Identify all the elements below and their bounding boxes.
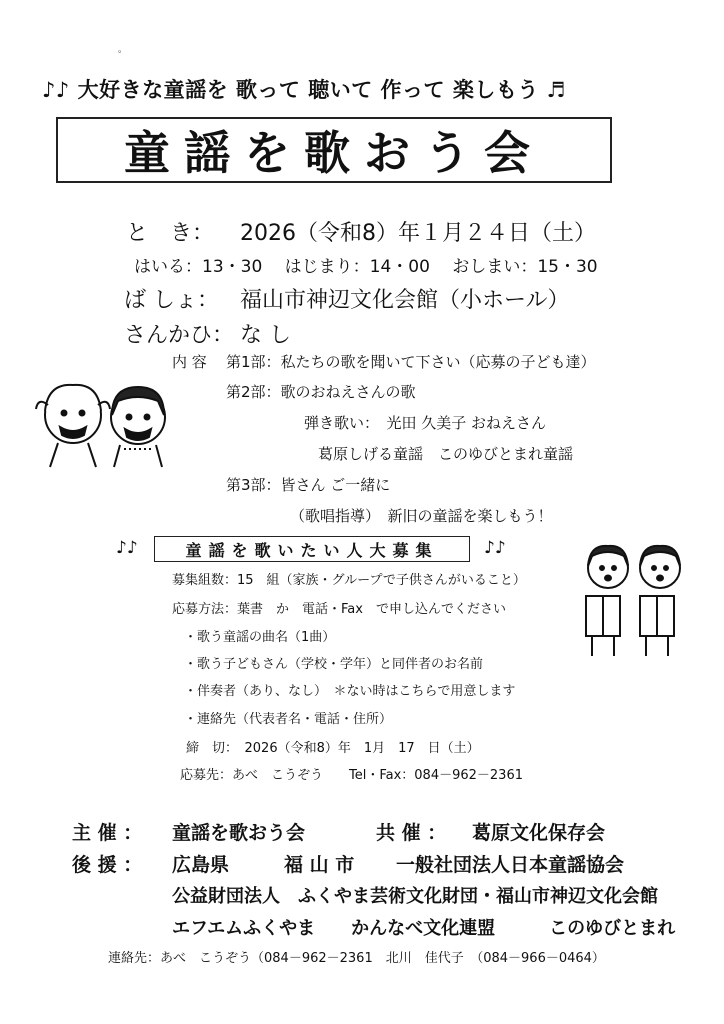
- recruit-deadline: 締 切： 2026（令和8）年 1月 17 日（土）: [186, 741, 480, 756]
- page-title: 童謡を歌おう会: [124, 126, 544, 180]
- recruit-method: 応募方法：葉書 か 電話・Fax で申し込んでください: [172, 602, 506, 617]
- support-2: 福 山 市: [284, 854, 355, 876]
- date-value: 2026（令和8）年１月２４日（土）: [240, 221, 596, 246]
- times: はいる：13・30 はじまり：14・00 おしまい：15・30: [134, 257, 598, 277]
- recruit-groups: 募集組数：15 組（家族・グループで子供さんがいること）: [172, 573, 526, 588]
- notes-right: ♪♪: [484, 538, 506, 558]
- place-label: ば しょ：: [124, 288, 219, 313]
- program-part1: 第1部：私たちの歌を聞いて下さい（応募の子ども達）: [226, 353, 596, 371]
- recruit-item3: ・伴奏者（あり、なし） ＊ない時はこちらで用意します: [184, 684, 516, 699]
- support-line-2: 公益財団法人 ふくやま芸術文化財団・福山市神辺文化会館: [172, 886, 658, 907]
- recruit-title-box: [154, 536, 470, 562]
- singing-children-illustration: [580, 538, 690, 663]
- support-line-3: エフエムふくやま かんなべ文化連盟 このゆびとまれ: [172, 918, 676, 939]
- program-part3: 第3部：皆さん ご一緒に: [226, 476, 391, 494]
- footer-contacts: 連絡先：あべ こうぞう（084－962－2361 北川 佳代子 （084－966－0464）: [108, 951, 605, 966]
- program-part2: 第2部：歌のおねえさんの歌: [226, 383, 416, 401]
- subtitle: ♪♪ 大好きな童謡を 歌って 聴いて 作って 楽しもう ♬: [42, 78, 566, 102]
- host-value: 童謡を歌おう会: [172, 822, 306, 844]
- program-part2-line1: 弾き歌い： 光田 久美子 おねえさん: [304, 414, 547, 432]
- recruit-item1: ・歌う童謡の曲名（1曲）: [184, 630, 336, 645]
- program-part3-line1: （歌唱指導） 新旧の童謡を楽しもう！: [290, 507, 553, 525]
- recruit-contact: 応募先：あべ こうぞう Tel・Fax：084－962－2361: [180, 768, 523, 783]
- title-box: [56, 117, 612, 183]
- recruit-item2: ・歌う子どもさん（学校・学年）と同伴者のお名前: [184, 657, 484, 672]
- program-part2-line2: 葛原しげる童謡 このゆびとまれ童謡: [318, 445, 574, 463]
- host-label: 主 催 ：: [72, 822, 143, 844]
- support-label: 後 援 ：: [72, 854, 143, 876]
- children-illustration-left: [28, 375, 178, 470]
- support-3: 一般社団法人日本童謡協会: [396, 854, 625, 876]
- program-heading: 内 容: [172, 353, 207, 371]
- recruit-item4: ・連絡先（代表者名・電話・住所）: [184, 712, 393, 727]
- support-1: 広島県: [172, 854, 230, 876]
- cohost-value: 葛原文化保存会: [472, 822, 606, 844]
- place-value: 福山市神辺文化会館（小ホール）: [240, 288, 570, 313]
- fee-label: さんかひ：: [124, 323, 235, 348]
- notes-left: ♪♪: [116, 538, 138, 558]
- fee-value: な し: [240, 323, 291, 348]
- cohost-label: 共 催 ：: [376, 822, 447, 844]
- recruit-title: 童謡を歌いたい人大募集: [185, 540, 439, 560]
- date-label: と き：: [126, 221, 215, 246]
- small-dot: 。: [118, 45, 128, 55]
